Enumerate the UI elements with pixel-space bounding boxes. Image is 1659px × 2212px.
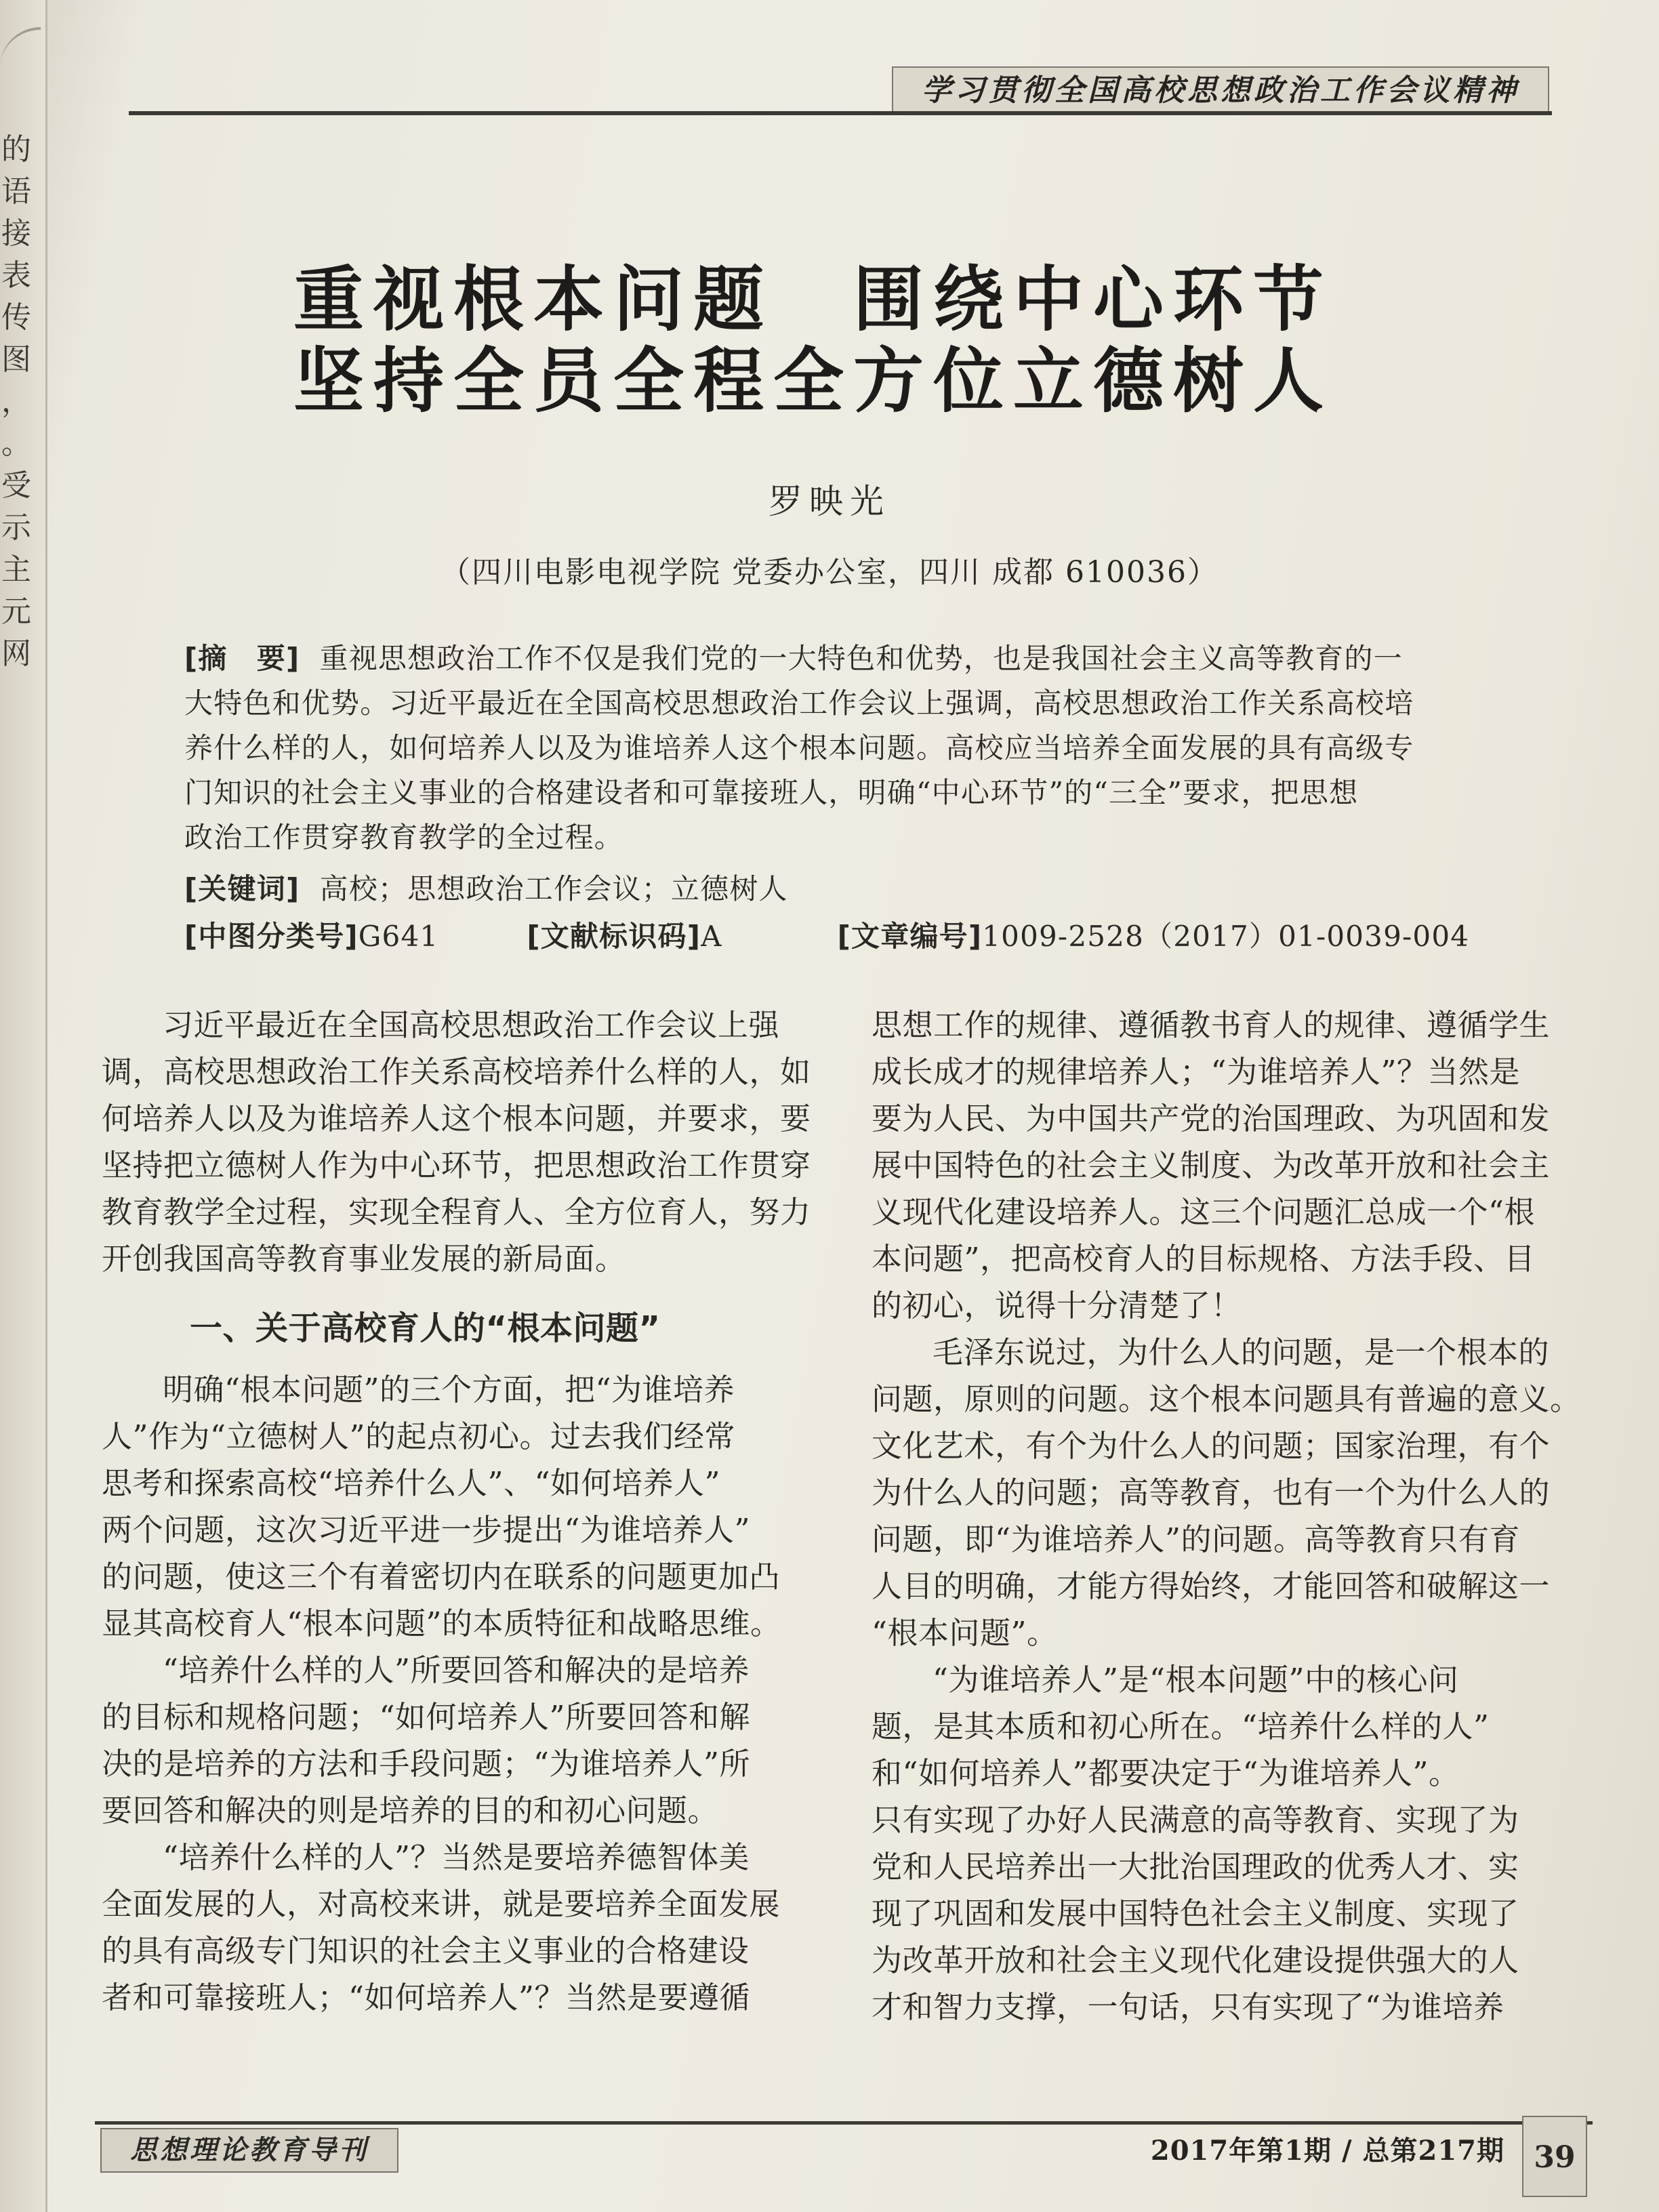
body-text-line: 坚持把立德树人作为中心环节，把思想政治工作贯穿: [102, 1147, 811, 1183]
body-text-line: 调，高校思想政治工作关系高校培养什么样的人，如: [102, 1054, 811, 1090]
abstract-text: 重视思想政治工作不仅是我们党的一大特色和优势，也是我国社会主义高等教育的一: [319, 642, 1403, 675]
body-text-line: 的目标和规格问题；“如何培养人”所要回答和解: [102, 1699, 751, 1735]
body-text-line: 问题，原则的问题。这个根本问题具有普遍的意义。: [872, 1381, 1581, 1417]
body-text-line: 明确“根本问题”的三个方面，把“为谁培养: [163, 1372, 735, 1408]
abstract-line: 养什么样的人，如何培养人以及为谁培养人这个根本问题。高校应当培养全面发展的具有高级专: [184, 731, 1414, 764]
classification-line: [184, 916, 1469, 957]
body-text-line: 为什么人的问题；高等教育，也有一个为什么人的: [872, 1475, 1551, 1511]
body-text-line: 问题，即“为谁培养人”的问题。高等教育只有育: [872, 1521, 1521, 1557]
body-text-line: 只有实现了办好人民满意的高等教育、实现了为: [872, 1802, 1519, 1838]
body-text-line: 习近平最近在全国高校思想政治工作会议上强: [163, 1007, 780, 1043]
body-text-line: 毛泽东说过，为什么人的问题，是一个根本的: [933, 1334, 1550, 1370]
body-text-line: 才和智力支撑，一句话，只有实现了“为谁培养: [872, 1989, 1504, 2025]
journal-name: 思想理论教育导刊: [100, 2128, 398, 2173]
body-text-line: 两个问题，这次习近平进一步提出“为谁培养人”: [102, 1512, 751, 1548]
abstract-label: [摘 要]: [184, 642, 300, 675]
body-text-line: 的初心，说得十分清楚了！: [872, 1288, 1242, 1324]
previous-page-char: 接: [1, 216, 31, 251]
body-text-line: “培养什么样的人”？当然是要培养德智体美: [163, 1839, 750, 1875]
keywords-label: [关键词]: [184, 872, 300, 905]
body-text-line: 的具有高级专门知识的社会主义事业的合格建设: [102, 1933, 750, 1969]
abstract-line: 门知识的社会主义事业的合格建设者和可靠接班人，明确“中心环节”的“三全”要求，把思想: [184, 776, 1359, 809]
body-text-line: 义现代化建设培养人。这三个问题汇总成一个“根: [872, 1194, 1536, 1230]
previous-page-text: [1, 129, 42, 675]
right-column: [872, 1002, 1590, 2030]
body-text-line: 思考和探索高校“培养什么人”、“如何培养人”: [102, 1465, 721, 1501]
body-text-line: 者和可靠接班人；“如何培养人”？当然是要遵循: [102, 1980, 751, 2015]
article-title-line-1: 重视根本问题 围绕中心环节: [293, 258, 1333, 341]
body-text-line: 成长成才的规律培养人；“为谁培养人”？当然是: [872, 1054, 1521, 1090]
previous-page-char: 主: [1, 552, 31, 587]
keywords-line: [184, 869, 788, 909]
article-number-value: 1009-2528（2017）01-0039-004: [982, 920, 1470, 953]
body-text-line: 本问题”，把高校育人的目标规格、方法手段、目: [872, 1241, 1536, 1277]
section-header-tag: 学习贯彻全国高校思想政治工作会议精神: [892, 66, 1549, 115]
previous-page-char: 受: [1, 468, 31, 503]
previous-page-char: 示: [1, 510, 31, 545]
footer-rule: [95, 2121, 1593, 2125]
body-text-line: 要为人民、为中国共产党的治国理政、为巩固和发: [872, 1101, 1551, 1136]
body-text-line: 人目的明确，才能方得始终，才能回答和破解这一: [872, 1568, 1551, 1604]
body-text-line: “培养什么样的人”所要回答和解决的是培养: [163, 1652, 750, 1688]
abstract-line: [184, 638, 1403, 679]
body-text-line: “为谁培养人”是“根本问题”中的核心问: [933, 1662, 1459, 1698]
body-text-line: 思想工作的规律、遵循教书育人的规律、遵循学生: [872, 1007, 1551, 1043]
previous-page-char: 的: [1, 132, 31, 167]
body-text-line: 何培养人以及为谁培养人这个根本问题，并要求，要: [102, 1101, 811, 1136]
previous-page-char: 语: [1, 174, 31, 209]
doc-code-label: [文献标识码]: [527, 920, 701, 953]
previous-page-char: 元: [1, 594, 31, 629]
previous-page-char: 传: [1, 300, 31, 335]
body-text-line: 要回答和解决的则是培养的目的和初心问题。: [102, 1793, 719, 1828]
clc-label: [中图分类号]: [184, 920, 359, 953]
body-text-line: 教育教学全过程，实现全程育人、全方位育人，努力: [102, 1194, 811, 1230]
body-text-line: 为改革开放和社会主义现代化建设提供强大的人: [872, 1942, 1519, 1978]
clc-value: G641: [358, 920, 439, 953]
body-text-line: 题，是其本质和初心所在。“培养什么样的人”: [872, 1708, 1490, 1744]
section-heading: 一、关于高校育人的“根本问题”: [190, 1309, 661, 1347]
body-text-line: 的问题，使这三个有着密切内在联系的问题更加凸: [102, 1559, 781, 1595]
body-text-line: 展中国特色的社会主义制度、为改革开放和社会主: [872, 1147, 1551, 1183]
left-column: [102, 1002, 820, 2021]
previous-page-char: 图: [1, 342, 31, 377]
body-text-line: 党和人民培养出一大批治国理政的优秀人才、实: [872, 1849, 1519, 1885]
body-text-line: 和“如何培养人”都要决定于“为谁培养人”。: [872, 1755, 1460, 1791]
body-text-line: 决的是培养的方法和手段问题；“为谁培养人”所: [102, 1746, 751, 1782]
issue-info: 2017年第1期 / 总第217期: [1150, 2135, 1504, 2167]
body-text-line: 显其高校育人“根本问题”的本质特征和战略思维。: [102, 1605, 781, 1641]
previous-page-char: 表: [1, 258, 31, 293]
doc-code-value: A: [701, 920, 722, 953]
header-rule: [129, 111, 1552, 115]
abstract-line: 大特色和优势。习近平最近在全国高校思想政治工作会议上强调，高校思想政治工作关系高校培: [184, 687, 1414, 720]
body-text-line: 现了巩固和发展中国特色社会主义制度、实现了: [872, 1896, 1519, 1931]
body-text-line: 文化艺术，有个为什么人的问题；国家治理，有个: [872, 1428, 1551, 1464]
body-text-line: 全面发展的人，对高校来讲，就是要培养全面发展: [102, 1886, 781, 1922]
author-affiliation: （四川电影电视学院 党委办公室，四川 成都 610036）: [441, 555, 1218, 590]
page-curl: [0, 27, 41, 75]
previous-page-char: ，: [1, 384, 31, 419]
author-name: 罗映光: [769, 482, 890, 521]
page-number: 39: [1522, 2116, 1587, 2197]
keywords-text: 高校；思想政治工作会议；立德树人: [319, 872, 788, 905]
body-text-line: “根本问题”。: [872, 1615, 1058, 1651]
article-title-line-2: 坚持全员全程全方位立德树人: [293, 340, 1333, 422]
previous-page-char: 网: [1, 636, 31, 671]
abstract-line: 政治工作贯穿教育教学的全过程。: [184, 821, 624, 854]
article-number-label: [文章编号]: [837, 920, 983, 953]
previous-page-edge: [0, 0, 47, 2212]
body-text-line: 开创我国高等教育事业发展的新局面。: [102, 1241, 626, 1277]
body-text-line: 人”作为“立德树人”的起点初心。过去我们经常: [102, 1418, 736, 1454]
previous-page-char: 。: [1, 426, 31, 461]
